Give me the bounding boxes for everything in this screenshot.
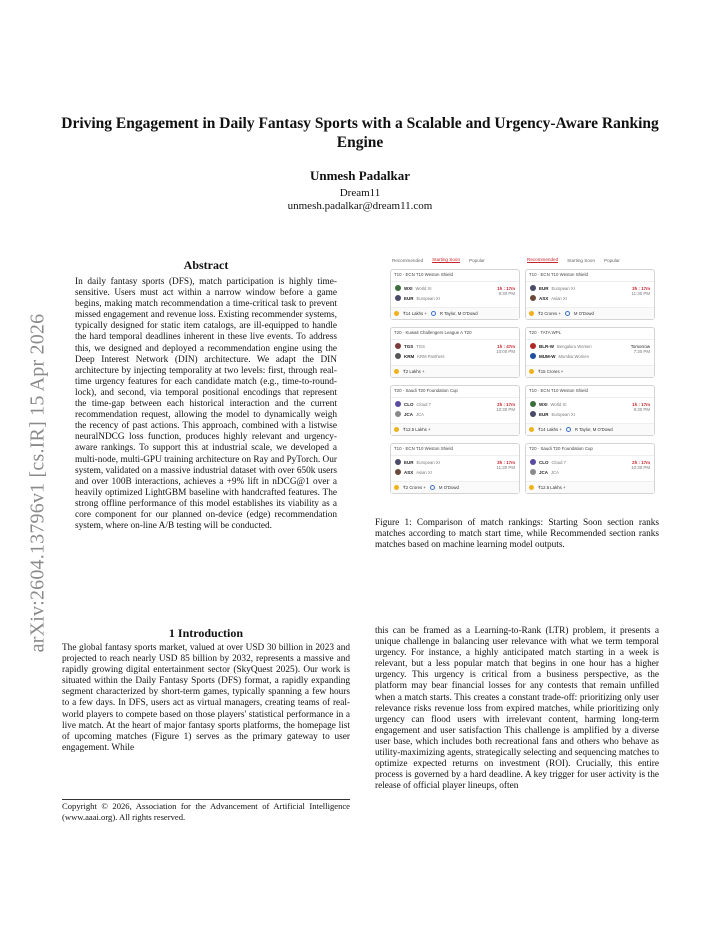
league-label: T20 · Saudi T20 Foundation Cup: [526, 444, 654, 456]
team-logo-icon: [530, 401, 536, 407]
author-email: unmesh.padalkar@dream11.com: [287, 200, 433, 212]
start-clock: 10:30 PM: [631, 465, 650, 471]
start-clock: 11:30 PM: [631, 291, 650, 297]
team-name: European XI: [551, 411, 575, 417]
figure-1: [390, 255, 660, 508]
team-name: Asian XI: [416, 469, 432, 475]
team-row: [395, 343, 425, 349]
league-label: T20 · TATA WPL: [526, 328, 654, 340]
team-logo-icon: [530, 469, 536, 475]
affiliation-block: [60, 187, 660, 213]
copyright-note: Copyright © 2026, Association for the Advancement of Artificial Intelligence (www.aaai.org). All rights reserved.: [62, 801, 350, 822]
prize-coin-icon: [394, 485, 399, 490]
team-logo-icon: [530, 459, 536, 465]
player-names: M O'Dowd: [573, 311, 594, 316]
card-footer: [391, 423, 519, 435]
start-clock: 10:00 PM: [496, 349, 515, 355]
figure-caption: Figure 1: Comparison of match rankings: Starting Soon section ranks matches according to match start time, while Recommended section ranks matches based on machine learning model outputs.: [375, 518, 659, 551]
team-code: EUR: [539, 285, 549, 291]
team-row: [530, 401, 566, 407]
team-code: TGS: [404, 343, 414, 349]
team-name: Cloud 7: [551, 459, 566, 465]
team-row: [530, 469, 559, 475]
team-logo-icon: [530, 411, 536, 417]
card-footer: [526, 307, 654, 319]
prize-coin-icon: [394, 311, 399, 316]
team-code: MUM-W: [539, 353, 556, 359]
team-logo-icon: [530, 343, 536, 349]
league-label: T10 · ECN T10 Weston Shield: [391, 270, 519, 282]
player-names: R Taylor, M O'Dowd: [439, 311, 478, 316]
team-logo-icon: [395, 469, 401, 475]
prize-coin-icon: [529, 485, 534, 490]
match-time: [618, 286, 650, 296]
team-code: BLR-W: [539, 343, 554, 349]
card-footer: [526, 365, 654, 377]
match-time: [618, 344, 650, 354]
team-name: TGS: [416, 343, 425, 349]
team-name: European XI: [416, 459, 440, 465]
card-footer: [391, 481, 519, 493]
league-label: T20 · Saudi T20 Foundation Cup: [391, 386, 519, 398]
team-name: JCA: [551, 469, 559, 475]
team-logo-icon: [395, 411, 401, 417]
team-code: WXI: [539, 401, 548, 407]
team-row: [530, 459, 566, 465]
match-time: [483, 402, 515, 412]
tab-bar: [525, 255, 655, 265]
countdown: 3h : 17m: [497, 460, 515, 465]
player-icon: [565, 311, 570, 316]
start-clock: 11:30 PM: [496, 465, 515, 471]
match-time: [618, 460, 650, 470]
team-name: European XI: [416, 295, 440, 301]
league-label: T10 · ECN T10 Weston Shield: [391, 444, 519, 456]
team-logo-icon: [530, 295, 536, 301]
team-code: KRM: [404, 353, 415, 359]
author-name: Unmesh Padalkar: [309, 168, 411, 183]
abstract-heading: Abstract: [183, 258, 229, 272]
prize-coin-icon: [529, 311, 534, 316]
match-time: [483, 460, 515, 470]
team-row: [530, 343, 592, 349]
match-card[interactable]: [525, 443, 655, 494]
card-footer: [391, 365, 519, 377]
prize-pool: ₹14 Lakhs +: [538, 426, 562, 432]
team-name: European XI: [551, 285, 575, 291]
team-code: CLO: [539, 459, 549, 465]
league-label: T20 · Kuwait Challengers League A T20: [391, 328, 519, 340]
tab-starting-soon[interactable]: Starting Soon: [432, 257, 460, 262]
match-time: [618, 402, 650, 412]
league-label: T10 · ECN T10 Weston Shield: [526, 270, 654, 282]
team-code: ASX: [404, 469, 414, 475]
match-time: [483, 344, 515, 354]
match-card[interactable]: [390, 385, 520, 436]
start-clock: 9:30 PM: [633, 407, 650, 413]
player-icon: [566, 427, 571, 432]
match-time: [483, 286, 515, 296]
team-row: [530, 411, 575, 417]
team-name: World XI: [415, 285, 432, 291]
match-card[interactable]: [525, 269, 655, 320]
prize-pool: ₹15 Crores +: [538, 368, 564, 374]
prize-coin-icon: [529, 427, 534, 432]
affiliation: Dream11: [339, 187, 381, 199]
team-code: ASX: [539, 295, 549, 301]
team-row: [530, 353, 589, 359]
start-clock: 10:30 PM: [496, 407, 515, 413]
team-logo-icon: [530, 285, 536, 291]
match-card[interactable]: [390, 443, 520, 494]
footnote-rule: [62, 799, 350, 800]
team-logo-icon: [395, 343, 401, 349]
team-name: JCA: [416, 411, 424, 417]
countdown: 1h : 17m: [632, 402, 650, 407]
prize-pool: ₹14 Lakhs +: [403, 310, 427, 316]
tab-recommended[interactable]: Recommended: [392, 257, 424, 263]
team-code: EUR: [539, 411, 549, 417]
team-row: [530, 285, 575, 291]
team-row: [395, 295, 440, 301]
team-name: Mumbai Women: [558, 353, 589, 359]
team-row: [395, 285, 431, 291]
countdown: 2h : 17m: [497, 402, 515, 407]
match-card[interactable]: [525, 385, 655, 436]
prize-coin-icon: [394, 369, 399, 374]
paper-title: Driving Engagement in Daily Fantasy Sports with a Scalable and Urgency-Aware Ranking Engine: [61, 115, 659, 151]
prize-pool: ₹12.5 Lakhs +: [538, 484, 566, 490]
team-name: World XI: [550, 401, 567, 407]
team-code: CLO: [404, 401, 414, 407]
team-row: [395, 401, 431, 407]
introduction-heading: 1 Introduction: [168, 626, 244, 640]
countdown: 1h : 47m: [497, 344, 515, 349]
prize-coin-icon: [394, 427, 399, 432]
team-code: JCA: [404, 411, 414, 417]
team-code: EUR: [404, 459, 414, 465]
introduction-text: The global fantasy sports market, valued at over USD 30 billion in 2023 and projected to reach nearly USD 85 billion by 2032, represents a massive and rapidly growing digital entertainment sector (SkyQuest 2025). Our work is situated within the Daily Fantasy Sports (DFS) format, a rapidly expanding segment characterized by short-term games, typically spanning a few hours to a few days. In DFS, users act as virtual managers, creating teams of real-world players to compete based on those players' statistical performance in a live match. At the heart of major fantasy sports platforms, the homepage list of upcoming matches (Figure 1) serves as the primary gateway to user engagement. While: [62, 643, 350, 753]
player-names: M O'Dowd: [438, 485, 459, 490]
prize-pool: ₹2 Crores +: [538, 310, 561, 316]
abstract-text: In daily fantasy sports (DFS), match participation is highly time-sensitive. Users must act within a narrow window before a game begins, making match recommendation a time-critical task to prevent missed engagement and revenue loss. Existing recommender systems, typically designed for static item catalogs, are ill-equipped to handle the hard temporal deadlines inherent in these live events. To address this, we designed and deployed a recommendation engine using the Deep Interest Network (DIN) architecture. We adapt the DIN architecture by injecting temporality at two levels: first, through real-time urgency features for each candidate match (e.g., time-to-round-lock), and second, via temporal positional encodings that represent the time-gap between each historical interaction and the current recommendation request, allowing the model to dynamically weigh the recency of past actions. This approach, combined with a listwise neuralNDCG loss function, produces highly relevant and urgency-aware rankings. To support this at industrial scale, we developed a multi-node, multi-GPU training architecture on Ray and PyTorch. Our system, validated on a massive industrial dataset with over 650k users and over 100B interactions, achieves a +9% lift in nDCG@1 over a heavily optimized LightGBM baseline with handcrafted features. The strong offline performance of this model establishes its viability as a core component for our planned on-device (edge) recommendation system, where on-line A/B testing will be conducted.: [75, 277, 337, 532]
tab-popular[interactable]: Popular: [604, 257, 620, 263]
prize-pool: ₹2 Lakhs +: [403, 368, 425, 374]
introduction-continued-text: this can be framed as a Learning-to-Rank (LTR) problem, it presents a unique challenge in balancing user relevance with what we term temporal urgency. For instance, a highly anticipated match starting in a week is relevant, but a less popular match that begins in one hour has a higher urgency. This urgency is critical from a business perspective, as the platform may bear financial losses for any contests that remain unfilled when a match starts. This creates a constant trade-off: prioritizing only user relevance risks revenue loss from expired matches, while prioritizing only urgency can flood users with irrelevant content, harming long-term engagement and user satisfaction This challenge is amplified by a diverse user base, which includes both recreational fans and others who behave as utility-maximizing agents, strategically selecting and sequencing matches to optimize expected returns on investment (ROI). Crucially, this entire process is governed by a hard deadline. A key trigger for user activity is the release of official player lineups, often: [375, 626, 659, 792]
tab-bar: [390, 255, 520, 265]
team-logo-icon: [395, 353, 401, 359]
tab-popular[interactable]: Popular: [469, 257, 485, 263]
match-card[interactable]: [525, 327, 655, 378]
card-footer: [526, 423, 654, 435]
team-logo-icon: [530, 353, 536, 359]
match-card[interactable]: [390, 327, 520, 378]
team-name: Cloud 7: [416, 401, 431, 407]
player-names: R Taylor, M O'Dowd: [574, 427, 613, 432]
tab-starting-soon[interactable]: Starting Soon: [567, 257, 595, 263]
team-row: [395, 411, 424, 417]
team-code: JCA: [539, 469, 549, 475]
team-row: [395, 469, 432, 475]
countdown: Tomorrow: [630, 344, 650, 349]
team-code: EUR: [404, 295, 414, 301]
team-name: Bengaluru Women: [557, 343, 592, 349]
countdown: 3h : 17m: [632, 286, 650, 291]
start-clock: 7:30 PM: [633, 349, 650, 355]
recommended-panel: [525, 255, 655, 508]
team-row: [530, 295, 567, 301]
tab-recommended[interactable]: Recommended: [527, 257, 559, 262]
team-logo-icon: [395, 459, 401, 465]
player-icon: [431, 311, 436, 316]
team-logo-icon: [395, 401, 401, 407]
start-clock: 9:30 PM: [498, 291, 515, 297]
match-card[interactable]: [390, 269, 520, 320]
prize-pool: ₹2 Crores +: [403, 484, 426, 490]
starting-soon-panel: [390, 255, 520, 508]
team-code: WXI: [404, 285, 413, 291]
player-icon: [430, 485, 435, 490]
card-footer: [526, 481, 654, 493]
prize-coin-icon: [529, 369, 534, 374]
team-row: [395, 353, 444, 359]
arxiv-id: arXiv:2604.13796v1 [cs.IR] 15 Apr 2026: [26, 313, 49, 653]
card-footer: [391, 307, 519, 319]
team-logo-icon: [395, 295, 401, 301]
team-name: Asian XI: [551, 295, 567, 301]
team-name: KRM Panthers: [417, 353, 445, 359]
team-row: [395, 459, 440, 465]
prize-pool: ₹12.5 Lakhs +: [403, 426, 431, 432]
league-label: T10 · ECN T10 Weston Shield: [526, 386, 654, 398]
countdown: 1h : 17m: [497, 286, 515, 291]
arxiv-stamp: [28, 263, 48, 703]
countdown: 2h : 17m: [632, 460, 650, 465]
team-logo-icon: [395, 285, 401, 291]
